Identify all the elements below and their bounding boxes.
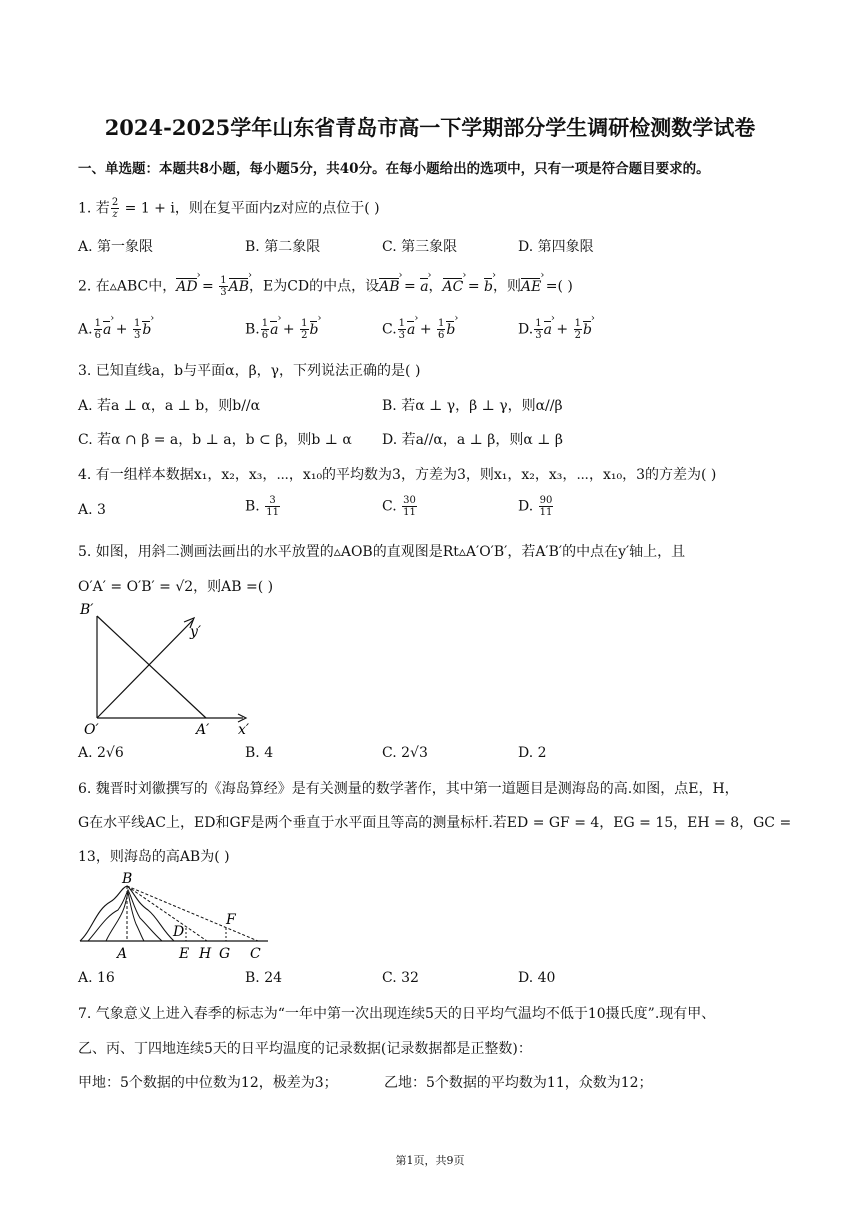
label-x-prime: x′	[238, 722, 250, 738]
question-3-stem: 3. 已知直线a，b与平面α，β，γ，下列说法正确的是( )	[78, 363, 421, 379]
question-6-line-2: G在水平线AC上，ED和GF是两个垂直于水平面且等高的测量标杆.若ED = GF = 4，EG = 15，EH = 8，GC =	[78, 815, 792, 831]
section-heading: 一、单选题：本题共8小题，每小题5分，共40分。在每小题给出的选项中，只有一项是符合题目要求的。	[78, 161, 710, 177]
q2-option-d: D. $\frac{1}{3}$ a › + $\frac{1}{2}$ b ›	[518, 318, 592, 341]
q6-option-a: A. 16	[78, 970, 115, 986]
question-5-line-2: O′A′ = O′B′ = √2，则AB =( )	[78, 579, 274, 595]
q5-option-b: B. 4	[245, 745, 274, 761]
q4-option-c: C. $\frac{30}{11}$	[382, 495, 416, 518]
label-h: H	[199, 946, 212, 962]
q4-option-b: B. $\frac{3}{11}$	[245, 495, 279, 518]
q6-option-c: C. 32	[382, 970, 419, 986]
question-7-line-1: 7. 气象意义上进入春季的标志为“一年中第一次出现连续5天的日平均气温均不低于10摄氏度”.现有甲、	[78, 1006, 716, 1022]
oblique-projection-figure	[78, 600, 268, 740]
q6-option-d: D. 40	[518, 970, 556, 986]
q3-option-a: A. 若a ⊥ α，a ⊥ b，则b//α	[78, 398, 261, 414]
q5-option-a: A. 2√6	[78, 745, 124, 761]
q2-option-c: C. $\frac{1}{3}$ a › + $\frac{1}{6}$ b ›	[382, 318, 455, 341]
question-1-stem: 1. 若 $\frac{2}{z}$ = 1 + i，则在复平面内z对应的点位于( )	[78, 197, 380, 220]
q3-option-d: D. 若a//α，a ⊥ β，则α ⊥ β	[382, 432, 563, 448]
q5-option-c: C. 2√3	[382, 745, 428, 761]
q1-option-c: C. 第三象限	[382, 239, 458, 255]
question-5-line-1: 5. 如图，用斜二测画法画出的水平放置的▵AOB的直观图是Rt▵A′O′B′，若A′B′的中点在y′轴上，且	[78, 544, 686, 560]
label-b-prime: B′	[80, 602, 94, 618]
q3-option-c: C. 若α ∩ β = a，b ⊥ a，b ⊂ β，则b ⊥ α	[78, 432, 352, 448]
question-4-stem: 4. 有一组样本数据x₁，x₂，x₃，⋯，x₁₀的平均数为3，方差为3，则x₁，x₂，x₃，⋯，x₁₀，3的方差为( )	[78, 467, 717, 483]
label-f: F	[226, 912, 236, 928]
label-g: G	[219, 946, 231, 962]
label-a: A	[117, 946, 128, 962]
label-c: C	[250, 946, 261, 962]
question-2-stem: 2. 在▵ABC中，AD › = $\frac{1}{3}$ AB ›，E为CD的中点，设AB › = a ›，AC › = b ›，则AE › =( )	[78, 275, 573, 298]
q1-option-b: B. 第二象限	[245, 239, 321, 255]
q4-option-d: D. $\frac{90}{11}$	[518, 495, 553, 518]
q2-option-a: A. $\frac{1}{6}$ a › + $\frac{1}{3}$ b ›	[78, 318, 151, 341]
question-7-line-3b: 乙地：5个数据的平均数为11，众数为12；	[384, 1075, 653, 1091]
q1-option-d: D. 第四象限	[518, 239, 594, 255]
fraction: $\frac{2}{z}$	[111, 197, 119, 220]
q5-option-d: D. 2	[518, 745, 547, 761]
label-a-prime: A′	[196, 722, 210, 738]
label-e: E	[179, 946, 190, 962]
question-6-line-1: 6. 魏晋时刘徽撰写的《海岛算经》是有关测量的数学著作，其中第一道题目是测海岛的高.如图，点E，H，	[78, 781, 739, 797]
page-title: 2024-2025学年山东省青岛市高一下学期部分学生调研检测数学试卷	[104, 115, 756, 140]
q2-option-b: B. $\frac{1}{6}$ a › + $\frac{1}{2}$ b ›	[245, 318, 318, 341]
question-6-line-3: 13，则海岛的高AB为( )	[78, 849, 230, 865]
q4-option-a: A. 3	[78, 502, 106, 518]
label-o-prime: O′	[84, 722, 99, 738]
question-7-line-2: 乙、丙、丁四地连续5天的日平均温度的记录数据(记录数据都是正整数)：	[78, 1041, 532, 1057]
label-y-prime: y′	[190, 624, 202, 640]
q1-option-a: A. 第一象限	[78, 239, 154, 255]
q6-option-b: B. 24	[245, 970, 283, 986]
page-footer: 第1页，共9页	[395, 1154, 465, 1167]
q3-option-b: B. 若α ⊥ γ，β ⊥ γ，则α//β	[382, 398, 563, 414]
label-b: B	[122, 871, 133, 887]
island-survey-figure	[78, 868, 278, 963]
label-d: D	[173, 924, 185, 940]
question-7-line-3a: 甲地：5个数据的中位数为12，极差为3；	[78, 1075, 338, 1091]
